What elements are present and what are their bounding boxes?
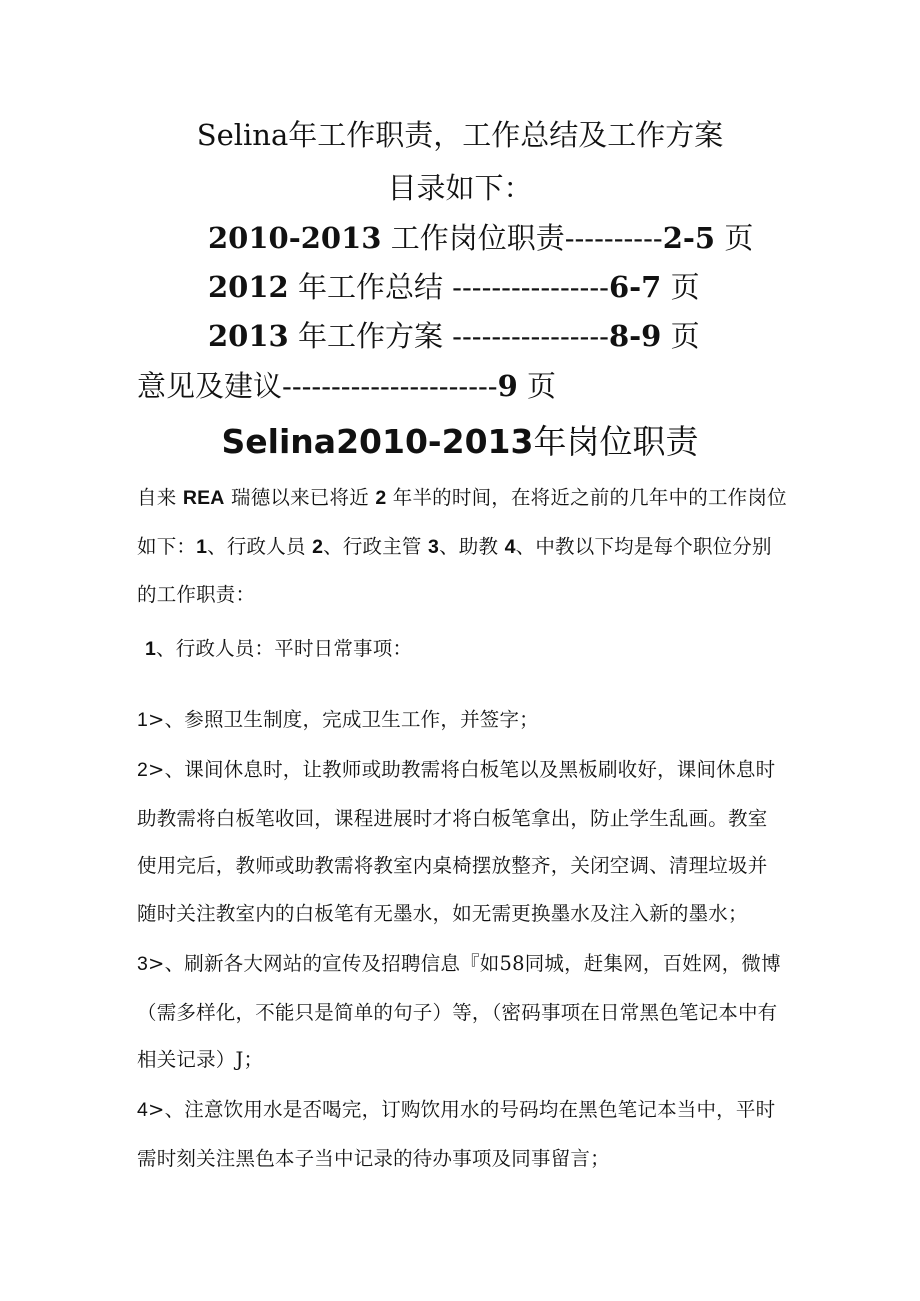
toc-entry-suffix: 页 (670, 270, 700, 304)
section-title-text: 年岗位职责 (533, 422, 699, 461)
toc-entry-dashes: ---------- (564, 221, 663, 255)
duty-number: 3 (137, 953, 149, 975)
toc-entry (208, 265, 700, 309)
section-title-years: Selina2010-2013 (221, 422, 534, 461)
intro-text: 年半的时间，在将近之前的几年中的工作岗位如下： (137, 486, 787, 558)
intro-number: 4 (504, 535, 516, 558)
intro-company: REA (182, 487, 225, 509)
intro-text: 、行政人员 (207, 534, 306, 558)
duty-number: 2 (137, 759, 149, 781)
duty-text: >、注意饮用水是否喝完，订购饮用水的号码均在黑色笔记本当中，平时需时刻关注黑色本子当中记录的待办事项及同事留言； (137, 1098, 776, 1170)
toc-entry-suffix: 页 (527, 369, 557, 403)
toc-entry-years: 2010-2013 (208, 221, 382, 255)
duty-text: >、刷新各大网站的宣传及招聘信息『如58同城，赶集网，百姓网，微博（需多样化，不能只是简单的句子）等，（密码事项在日常黑色笔记本中有相关记录）J； (137, 952, 781, 1071)
duty-text: >、课间休息时，让教师或助教需将白板笔以及黑板刷收好，课间休息时助教需将白板笔收回，课程进展时才将白板笔拿出，防止学生乱画。教室使用完后，教师或助教需将教室内桌椅摆放整齐，关闭空调、清理垃圾并随时关注教室内的白板笔有无墨水，如无需更换墨水及注入新的墨水； (137, 758, 776, 925)
toc-entry-pages: 8-9 (608, 319, 662, 353)
toc-entry-dashes: ---------------------- (282, 369, 498, 403)
intro-text: 自来 (137, 486, 177, 509)
intro-text: 瑞德以来已将近 (231, 486, 369, 509)
toc-entry (208, 314, 700, 358)
intro-number: 3 (428, 535, 440, 558)
intro-number: 1 (196, 535, 208, 558)
toc-heading-text: 目录如下： (387, 171, 533, 205)
toc-entry-dashes: ---------------- (442, 319, 609, 353)
document-title (0, 113, 920, 157)
intro-text: 、助教 (439, 534, 499, 558)
item-heading-number: 1 (145, 638, 157, 660)
duty-item-3 (137, 940, 787, 1084)
item-heading (145, 625, 795, 674)
toc-heading (0, 166, 920, 210)
intro-text: 、中教以下均是每个职位分别的工作职责： (137, 534, 772, 606)
item-heading-text: 、行政人员：平时日常事项： (156, 637, 413, 660)
intro-number: 2 (312, 535, 324, 558)
toc-entry (208, 216, 753, 260)
toc-entry-pages: 2-5 (662, 221, 716, 255)
toc-entry-suffix: 页 (670, 319, 700, 353)
section-title (0, 418, 920, 466)
duty-item-1 (137, 696, 787, 745)
duty-item-2 (137, 746, 787, 937)
toc-entry-text: 年工作总结 (297, 270, 443, 304)
toc-entry-text: 意见及建议 (137, 369, 283, 403)
toc-entry-text: 年工作方案 (297, 319, 443, 353)
intro-number: 2 (375, 487, 387, 509)
intro-paragraph (137, 474, 787, 619)
duty-text: >、参照卫生制度，完成卫生工作，并签字； (148, 708, 539, 731)
toc-entry-years: 2013 (208, 319, 289, 353)
toc-entry (137, 364, 556, 408)
toc-entry-years: 2012 (208, 270, 289, 304)
toc-entry-text: 工作岗位职责 (390, 221, 565, 255)
toc-entry-pages: 9 (497, 369, 518, 403)
document-title-text: Selina年工作职责，工作总结及工作方案 (196, 118, 724, 152)
duty-number: 1 (137, 709, 149, 731)
toc-entry-dashes: ---------------- (442, 270, 609, 304)
toc-entry-suffix: 页 (724, 221, 754, 255)
toc-entry-pages: 6-7 (608, 270, 662, 304)
duty-item-4 (137, 1086, 787, 1182)
duty-number: 4 (137, 1099, 149, 1121)
intro-text: 、行政主管 (323, 534, 422, 558)
